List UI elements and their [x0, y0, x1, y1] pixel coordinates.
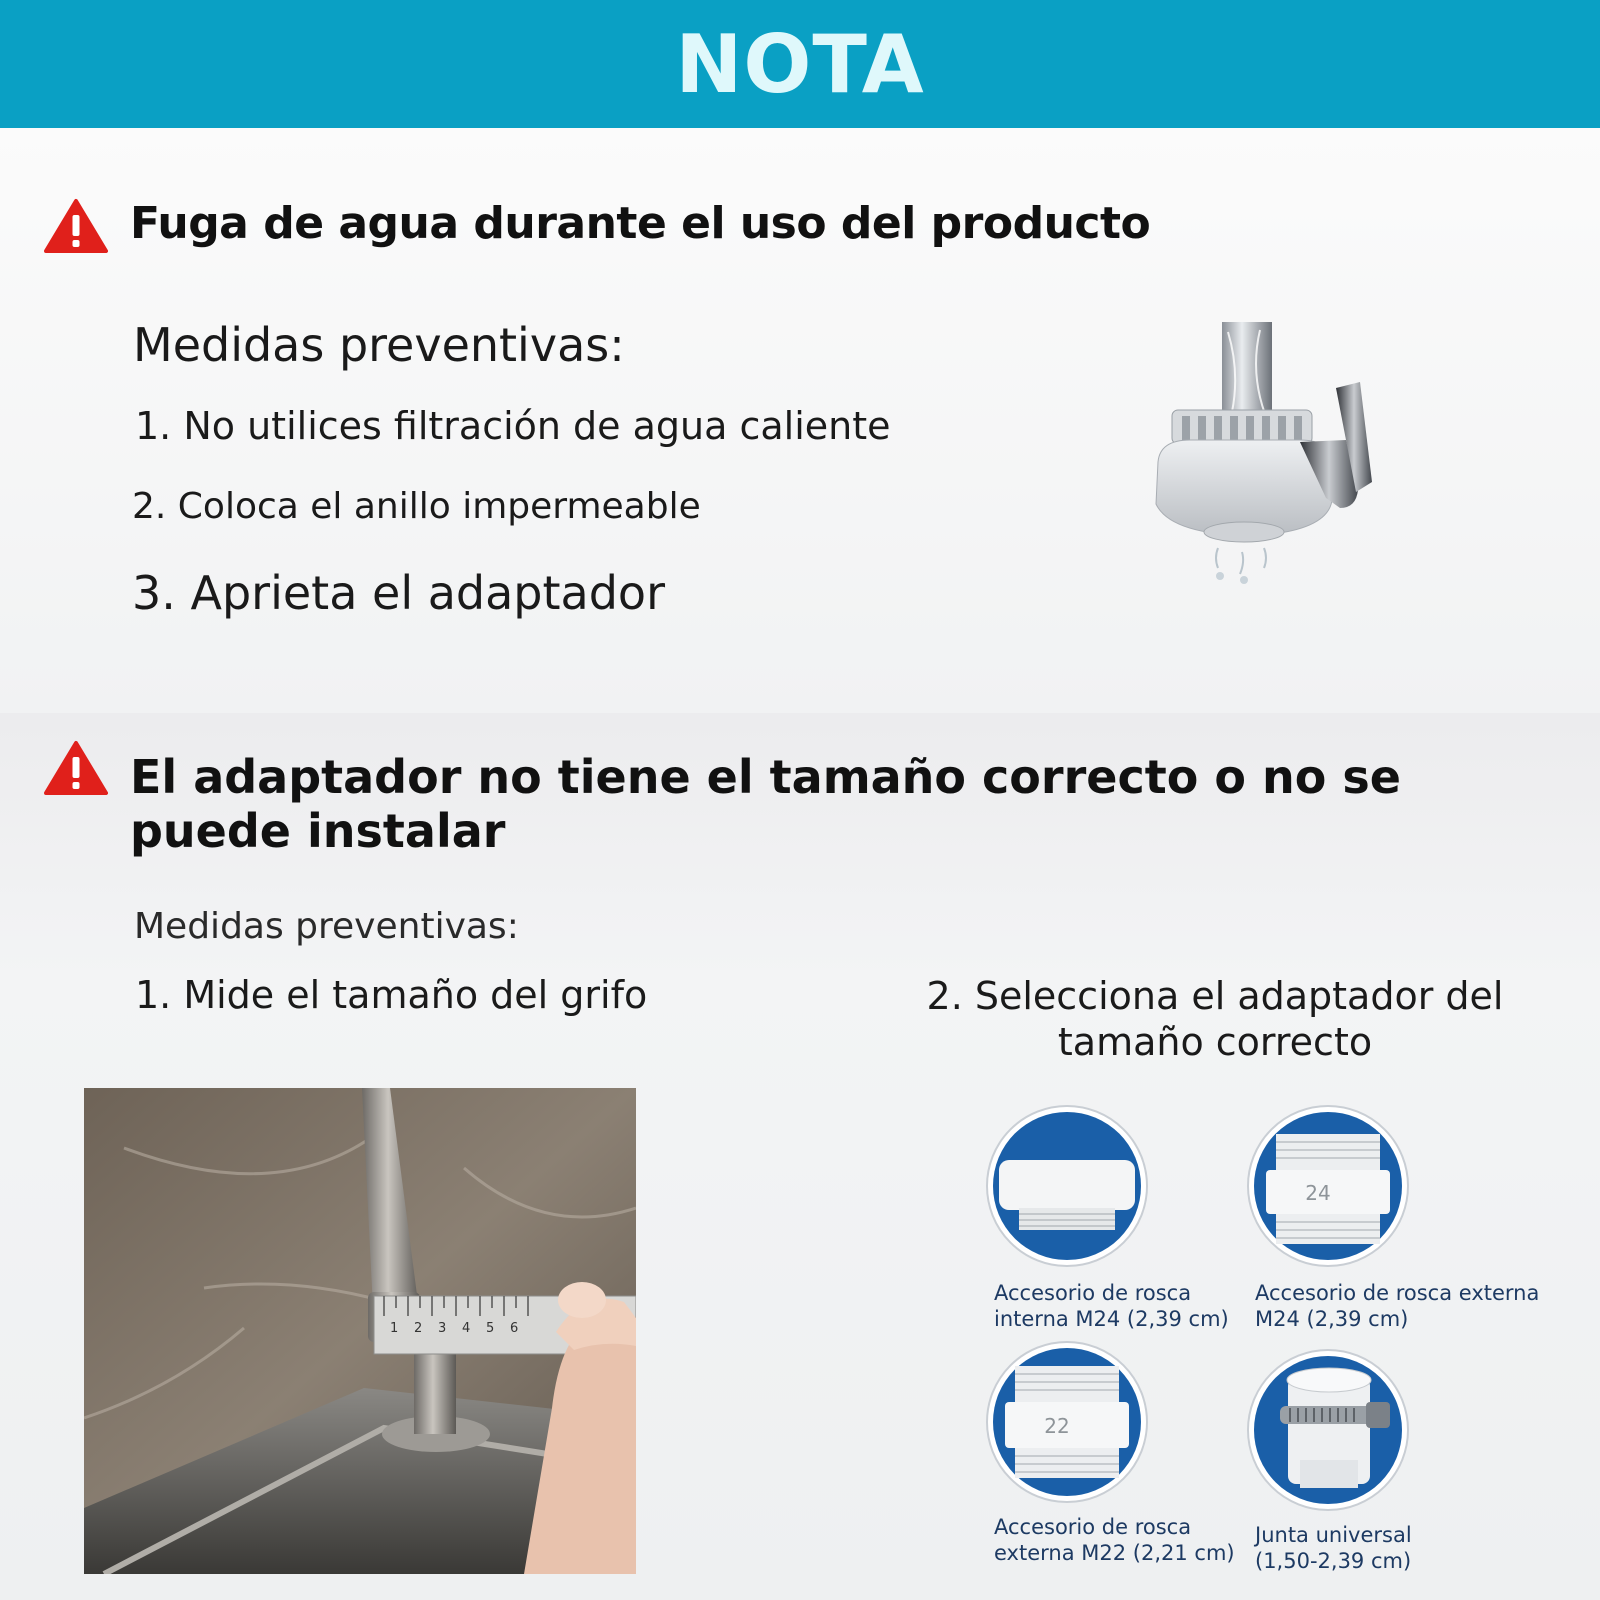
ruler-mark: 3	[438, 1321, 447, 1336]
adapter-external-m24-image	[1246, 1104, 1410, 1268]
page-title: NOTA	[675, 17, 925, 111]
section1-heading: Fuga de agua durante el uso del producto	[130, 198, 1151, 249]
adapter-caption-line: Accesorio de rosca externa	[1255, 1281, 1540, 1305]
section2-heading: El adaptador no tiene el tamaño correcto o no se puede instalar	[130, 750, 1401, 858]
adapter-size-marking: 22	[1044, 1414, 1070, 1438]
adapter-internal-m24-image	[985, 1104, 1149, 1268]
adapter-size-marking: 24	[1305, 1181, 1331, 1205]
step-select-adapter: 2. Selecciona el adaptador del tamaño correcto	[926, 974, 1504, 1064]
adapter-caption	[994, 1280, 1229, 1332]
warning-icon	[44, 198, 108, 254]
adapter-caption-line: (1,50-2,39 cm)	[1255, 1549, 1412, 1573]
adapter-caption	[994, 1514, 1235, 1566]
universal-joint-image	[1246, 1348, 1410, 1512]
adapter-caption-line: Accesorio de rosca	[994, 1515, 1192, 1539]
adapter-caption-line: M24 (2,39 cm)	[1255, 1307, 1409, 1331]
ruler-mark: 6	[510, 1321, 519, 1336]
section1-item: 1. No utilices filtración de agua caliente	[135, 404, 891, 448]
section1-item: 3. Aprieta el adaptador	[132, 566, 665, 620]
section1-subtitle: Medidas preventivas:	[133, 318, 625, 372]
section1-item: 2. Coloca el anillo impermeable	[132, 486, 701, 527]
adapter-external-m22-image	[985, 1340, 1149, 1504]
section2-subtitle: Medidas preventivas:	[134, 906, 519, 947]
warning-icon	[44, 740, 108, 796]
ruler-mark: 5	[486, 1321, 495, 1336]
ruler-mark: 2	[414, 1321, 423, 1336]
faucet-filter-image	[1110, 322, 1384, 602]
measuring-photo	[84, 1088, 636, 1574]
step-measure: 1. Mide el tamaño del grifo	[135, 973, 648, 1017]
adapter-caption-line: Junta universal	[1255, 1523, 1412, 1547]
adapter-caption-line: interna M24 (2,39 cm)	[994, 1307, 1229, 1331]
adapter-caption	[1255, 1522, 1412, 1574]
ruler-mark: 4	[462, 1321, 471, 1336]
adapter-caption-line: externa M22 (2,21 cm)	[994, 1541, 1235, 1565]
adapter-caption	[1255, 1280, 1539, 1332]
adapter-caption-line: Accesorio de rosca	[994, 1281, 1192, 1305]
header-banner	[0, 0, 1600, 128]
ruler-mark: 1	[390, 1321, 399, 1336]
